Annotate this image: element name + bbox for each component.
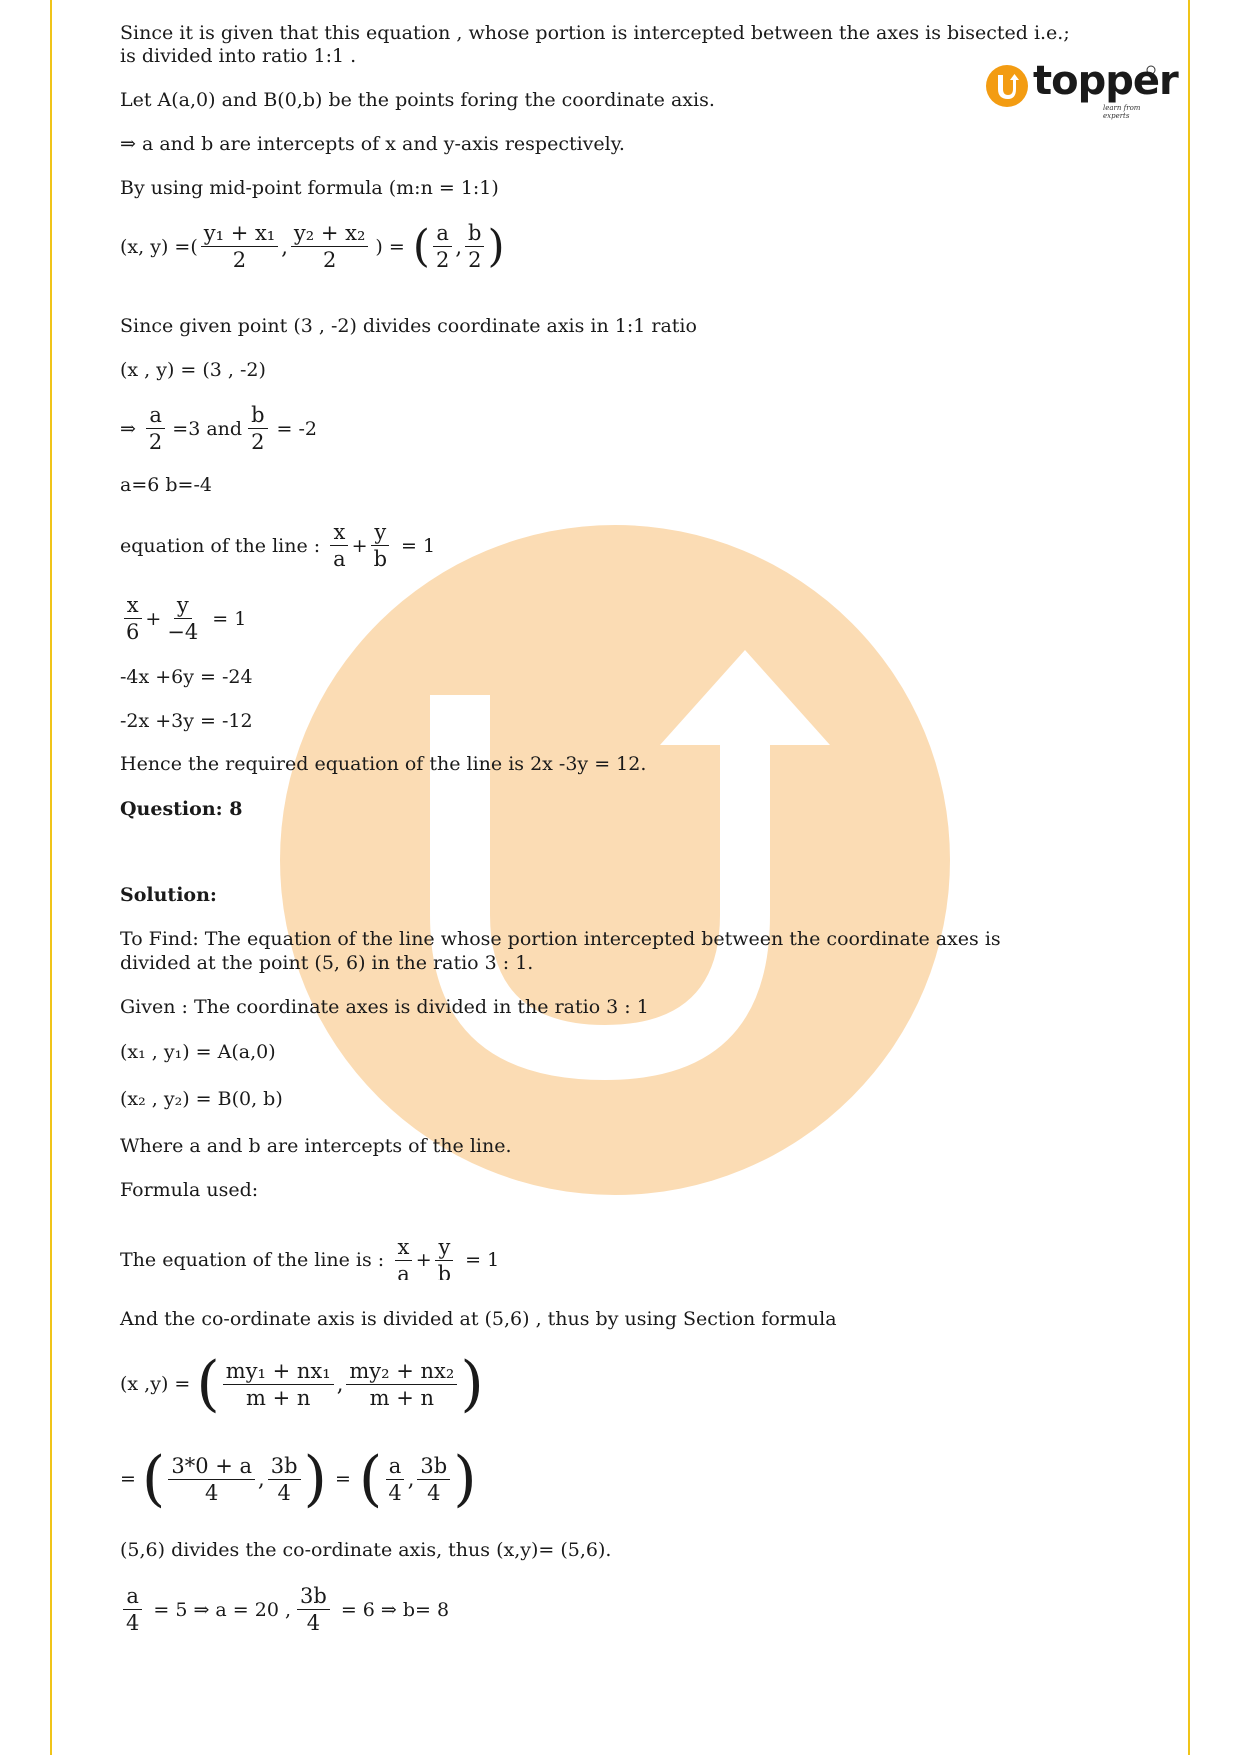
text-line: divided at the point (5, 6) in the ratio 3 : 1. xyxy=(120,952,534,974)
fraction: $\frac{3b}{4}$ xyxy=(268,1455,301,1504)
text-line: a=6 b=-4 xyxy=(120,474,212,496)
text-line: Hence the required equation of the line is 2x -3y = 12. xyxy=(120,753,647,775)
text-line: (x₂ , y₂) = B(0, b) xyxy=(120,1088,283,1110)
midpoint-formula: (x, y) =( $\frac{\text{y₁ + x₁}}{2}$ , $\frac{\text{y₂ + x₂}}{2}$ ) = ( $\frac{a}{2}$ , $\frac{b}{2}$ ) xyxy=(120,220,505,272)
fraction: $\frac{3b}{4}$ xyxy=(417,1455,450,1504)
line-equation: equation of the line : $\frac{x}{a}$ + $\frac{y}{b}$ = 1 xyxy=(120,520,436,571)
fraction: $\frac{y}{b}$ xyxy=(435,1240,454,1280)
text-line: Given : The coordinate axes is divided in the ratio 3 : 1 xyxy=(120,996,649,1018)
fraction: $\frac{b}{2}$ xyxy=(465,222,484,271)
text-line: Formula used: xyxy=(120,1179,259,1201)
text-line: Since it is given that this equation , whose portion is intercepted between the axes is bisected i.e.; xyxy=(120,22,1070,44)
text-line: (x , y) = (3 , -2) xyxy=(120,359,266,381)
text-line: -4x +6y = -24 xyxy=(120,666,253,688)
text-line: Let A(a,0) and B(0,b) be the points foring the coordinate axis. xyxy=(120,89,715,111)
right-border xyxy=(1188,0,1190,1755)
fraction: $\frac{\text{my₂ + nx₂}}{m + n}$ xyxy=(346,1360,457,1409)
section-formula: (x ,y) = ( $\frac{\text{my₁ + nx₁}}{m + n}$ , $\frac{\text{my₂ + nx₂}}{m + n}$ ) xyxy=(120,1349,484,1419)
watermark-logo-icon xyxy=(275,520,955,1200)
text-line: Since given point (3 , -2) divides coordinate axis in 1:1 ratio xyxy=(120,315,697,337)
fraction: $\frac{a}{2}$ xyxy=(433,222,452,271)
fraction: $\frac{a}{4}$ xyxy=(123,1585,142,1634)
text-line: -2x +3y = -12 xyxy=(120,710,253,732)
logo-wordmark: topper xyxy=(1033,58,1178,104)
fraction: $\frac{y}{-4}$ xyxy=(167,593,199,644)
fraction: $\frac{\text{y₂ + x₂}}{2}$ xyxy=(291,222,369,271)
final-values: $\frac{a}{4}$ = 5 ⇒ a = 20 , $\frac{3b}{4}$ = 6 ⇒ b= 8 xyxy=(120,1585,449,1634)
text-line: is divided into ratio 1:1 . xyxy=(120,45,357,67)
fraction: $\frac{3*0 + a}{4}$ xyxy=(168,1455,255,1504)
fraction: $\frac{x}{6}$ xyxy=(123,594,142,643)
text-line: ⇒ a and b are intercepts of x and y-axis respectively. xyxy=(120,133,625,155)
text-line: And the co-ordinate axis is divided at (5,6) , thus by using Section formula xyxy=(120,1308,837,1330)
intercept-form-equation: The equation of the line is : $\frac{x}{a}$ + $\frac{y}{b}$ = 1 xyxy=(120,1240,499,1280)
text-line: By using mid-point formula (m:n = 1:1) xyxy=(120,177,499,199)
fraction: $\frac{x}{a}$ xyxy=(394,1240,413,1280)
fraction: $\frac{b}{2}$ xyxy=(248,404,267,453)
left-border xyxy=(50,0,52,1755)
solution-heading: Solution: xyxy=(120,884,217,906)
fraction: $\frac{a}{2}$ xyxy=(146,404,165,453)
section-formula-substituted: = ( $\frac{3*0 + a}{4}$ , $\frac{3b}{4}$ ) = ( $\frac{a}{4}$ , $\frac{3b}{4}$ ) xyxy=(120,1444,477,1514)
fraction: $\frac{\text{y₁ + x₁}}{2}$ xyxy=(201,222,279,271)
fraction: $\frac{y}{b}$ xyxy=(371,521,390,570)
fraction: $\frac{a}{4}$ xyxy=(385,1455,404,1504)
text-line: To Find: The equation of the line whose portion intercepted between the coordinate axes is xyxy=(120,928,1001,950)
fraction: $\frac{3b}{4}$ xyxy=(297,1585,330,1634)
text-line: (x₁ , y₁) = A(a,0) xyxy=(120,1041,276,1063)
text-line: Where a and b are intercepts of the line. xyxy=(120,1135,512,1157)
logo-tagline: learn from experts xyxy=(1103,104,1141,120)
substituted-equation: $\frac{x}{6}$ + $\frac{y}{-4}$ = 1 xyxy=(120,594,246,643)
topper-logo xyxy=(985,58,1178,120)
fraction: $\frac{\text{my₁ + nx₁}}{m + n}$ xyxy=(223,1360,334,1409)
intercept-equations: ⇒ $\frac{a}{2}$ =3 and $\frac{b}{2}$ = -2 xyxy=(120,403,317,454)
fraction: $\frac{x}{a}$ xyxy=(330,521,349,570)
text-line: (5,6) divides the co-ordinate axis, thus (x,y)= (5,6). xyxy=(120,1539,612,1561)
question-heading: Question: 8 xyxy=(120,798,243,820)
